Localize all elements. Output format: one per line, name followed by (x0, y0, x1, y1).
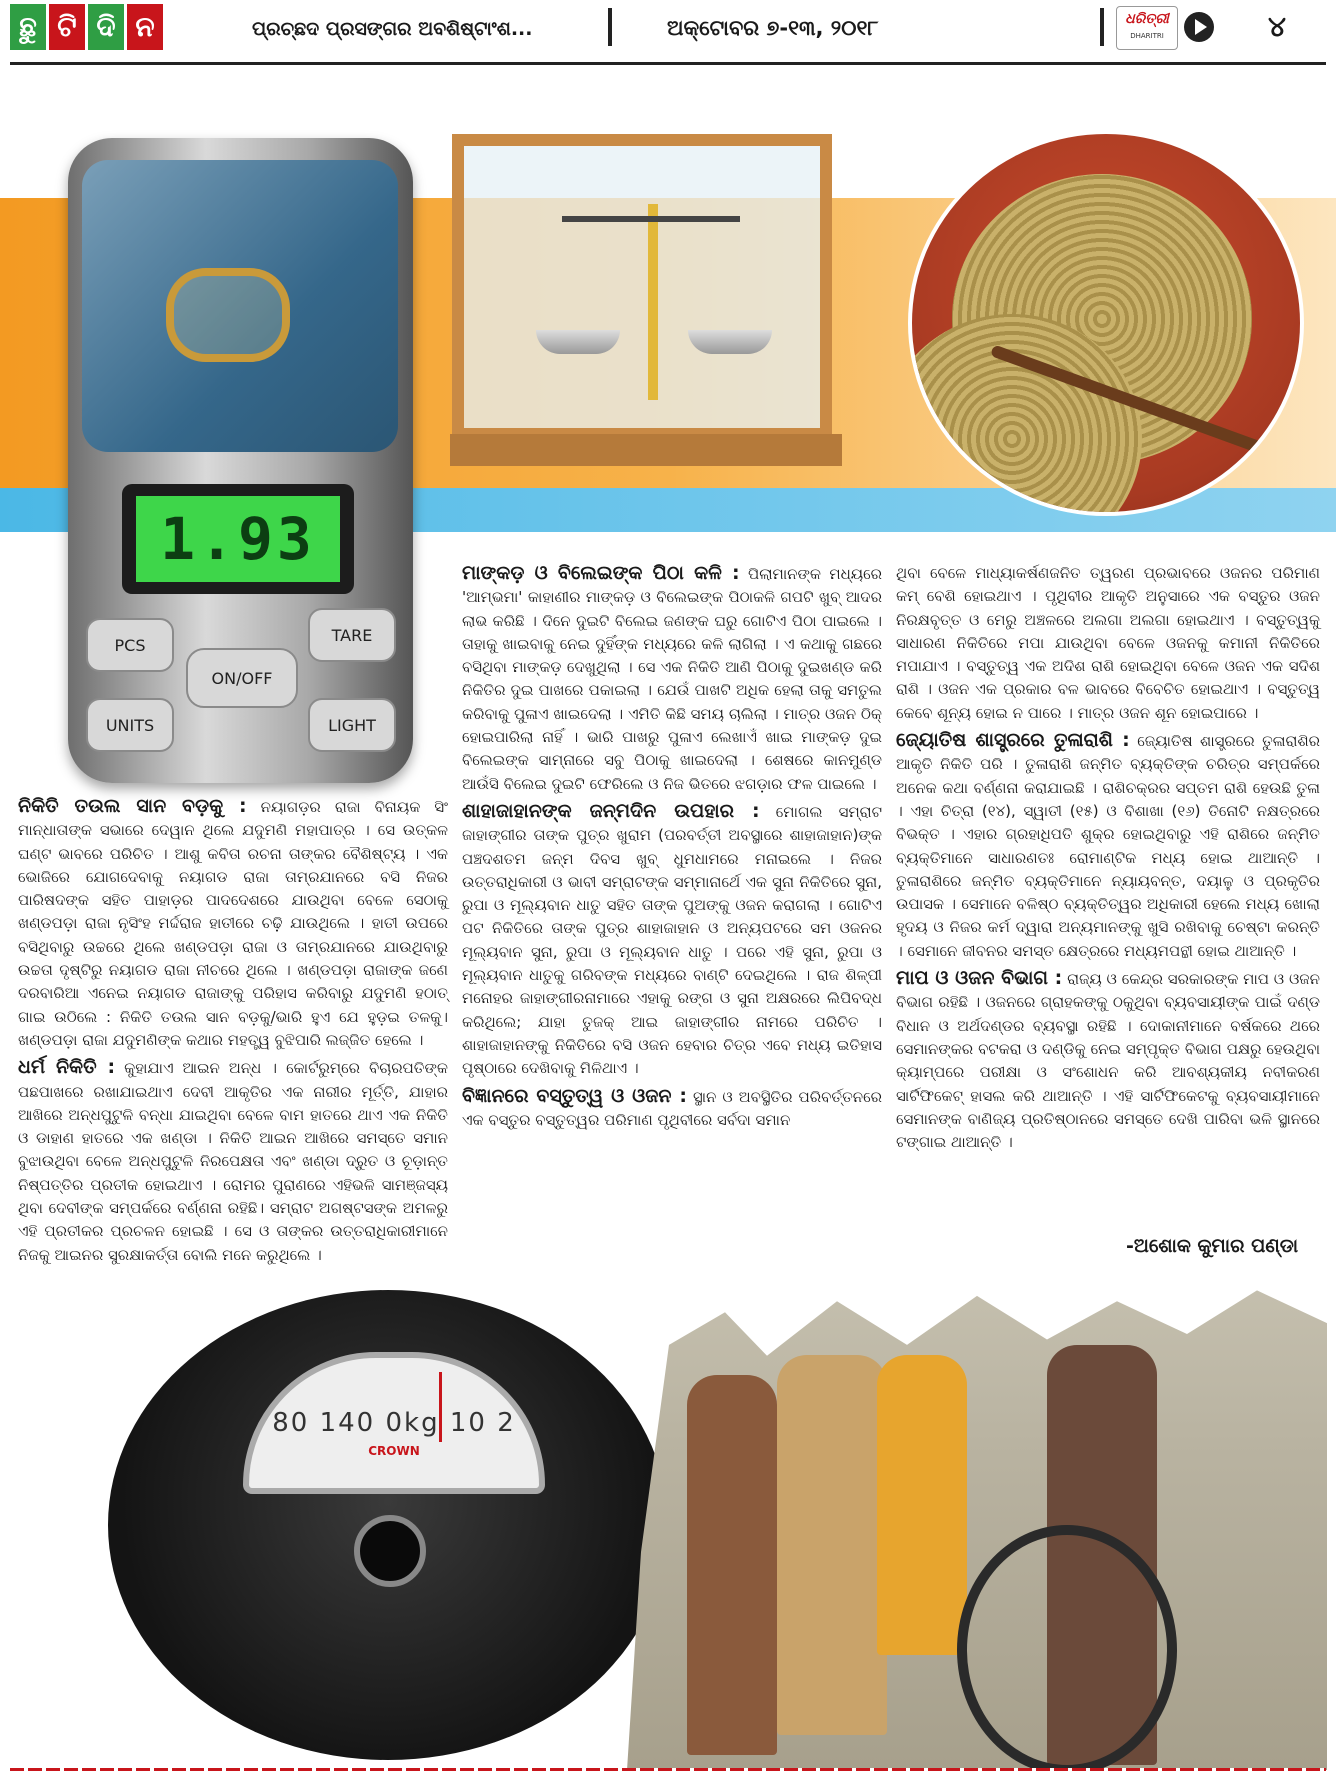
header-topic: ପ୍ରଚ୍ଛଦ ପ୍ରସଙ୍ଗର ଅବଶିଷ୍ଟାଂଶ... (252, 18, 533, 40)
scale-hole (354, 1515, 426, 1587)
logo-letter: ଛୁ (10, 4, 46, 50)
scale-display (122, 484, 354, 594)
section-heading: ଜ୍ୟୋତିଷ ଶାସ୍ତ୍ରରେ ତୁଳାରାଶି : (896, 729, 1130, 752)
page-header (0, 0, 1336, 58)
section-body: ଜ୍ୟୋତିଷ ଶାସ୍ତ୍ରରେ ତୁଳାରାଶିର ଆକୃତି ନିକିତି ପରି । ତୁଳାରାଶି ଜନ୍ମିତ ବ୍ୟକ୍ତିଙ୍କ ଚରିତ୍ର ସମ୍ପର୍କରେ ଅନେକ କଥା ବର୍ଣ୍ଣନା କରାଯାଇଛି । ରାଶିଚକ୍ରର ସପ୍ତମ ରାଶି ହେଉଛି ତୁଳା । ଏହା ଚିତ୍ରା (୧୪), ସ୍ୱାତୀ (୧୫) ଓ ବିଶାଖା (୧୬) ତିନୋଟି ନକ୍ଷତ୍ରରେ ବିଭକ୍ତ । ଏହାର ଗ୍ରହାଧିପତି ଶୁକ୍ର ହୋଇଥିବାରୁ ଏହି ରାଶିରେ ଜନ୍ମିତ ବ୍ୟକ୍ତିମାନେ ସାଧାରଣତଃ ରୋମାଣ୍ଟିକ ମଧ୍ୟ ହୋଇ ଥାଆନ୍ତି । ତୁଳାରାଶିରେ ଜନ୍ମିତ ବ୍ୟକ୍ତିମାନେ ନ୍ୟାୟବନ୍ତ, ଦୟାଳୁ ଓ ପ୍ରକୃତିର ଉପାସକ । ସେମାନେ ବଳିଷ୍ଠ ବ୍ୟକ୍ତିତ୍ୱର ଅଧିକାରୀ ହେଲେ ମଧ୍ୟ ଖୋଲା ହୃଦୟ ଓ ନିଜର କର୍ମ ଦ୍ୱାରା ଅନ୍ୟମାନଙ୍କୁ ଖୁସି ରଖିବାକୁ ଚେଷ୍ଟା କରନ୍ତି । ସେମାନେ ଜୀବନର ସମସ୍ତ କ୍ଷେତ୍ରରେ ମଧ୍ୟମପନ୍ଥୀ ହୋଇ ଥାଆନ୍ତି । (896, 732, 1320, 960)
photo-bathroom-scale (108, 1290, 668, 1760)
issue-date: ଅକ୍ଟୋବର ୭-୧୩, ୨୦୧୮ (667, 16, 879, 40)
section-body: ନୟାଗଡ଼ର ରାଜା ବିନାୟକ ସିଂ ମାନ୍ଧାତାଙ୍କ ସଭାରେ ଦେୱାନ ଥିଲେ ଯଦୁମଣି ମହାପାତ୍ର । ସେ ଉତ୍କଳ ଘଣ୍ଟ ଭାବରେ ପରିଚିତ । ଆଶୁ କବିତା ରଚନା ତାଙ୍କର ବୈଶିଷ୍ଟ୍ୟ । ଏକ ଭୋଜିରେ ଯୋଗଦେବାକୁ ନୟାଗଡ ରାଜା ତାମ୍ରଯାନରେ ବସି ନିଜର ପାରିଷଦଙ୍କ ସହିତ ପାହାଡ଼ର ପାଦଦେଶରେ ଯାଉଥିବା ବେଳେ ସେଠାକୁ ଖଣ୍ଡପଡ଼ା ରାଜା ନୃସିଂହ ମର୍ଦ୍ଦରାଜ ହାତୀରେ ଚଢ଼ି ଯାଉଥିଲେ । ହାତୀ ଉପରେ ବସିଥିବାରୁ ଉଚ୍ଚରେ ଥିଲେ ଖଣ୍ଡପଡ଼ା ରାଜା ଓ ତାମ୍ରଯାନରେ ଯାଉଥିବାରୁ ଉଚ୍ଚତା ଦୃଷ୍ଟିରୁ ନୟାଗଡ ରାଜା ନୀଚରେ ଥିଲେ । ଖଣ୍ଡପଡ଼ା ରାଜାଙ୍କ ଜଣେ ଦରବାରିଆ ଏନେଇ ନୟାଗଡ ରାଜାଙ୍କୁ ପରିହାସ କରିବାରୁ ଯଦୁମଣି ହଠାତ୍ ଗାଇ ଉଠିଲେ : ନିକିତି ତଉଲ ସାନ ବଡ଼କୁ/ଭାରି ହୁଏ ଯେ ହୁଡ଼ଇ ତଳକୁ। ଖଣ୍ଡପଡ଼ା ରାଜା ଯଦୁମଣିଙ୍କ କଥାର ମହତ୍ତ୍ୱ ବୁଝିପାରି ଲଜ୍ଜିତ ହେଲେ । (18, 798, 448, 1049)
photo-pocket-scale (68, 138, 413, 783)
section-heading: ବିଜ୍ଞାନରେ ବସ୍ତୁତ୍ୱ ଓ ଓଜନ : (462, 1084, 687, 1107)
balance-beam (562, 216, 740, 222)
logo-letter: ଟି (49, 4, 85, 50)
header-divider (1100, 8, 1104, 46)
column-3 (896, 562, 1320, 1154)
column-1 (18, 795, 448, 1267)
author-byline: -ଅଶୋକ କୁମାର ପଣ୍ଡା (1126, 1235, 1299, 1257)
dial-brand: CROWN (368, 1444, 420, 1458)
scale-reading: 1.93 (136, 496, 340, 582)
photo-market-vendor (627, 1225, 1327, 1770)
section-body: ସ୍ଥାନ ଓ ଅବସ୍ଥିତିର ପରିବର୍ତ୍ତନରେ ଏକ ବସ୍ତୁର ବସ୍ତୁତ୍ୱର ପରିମାଣ ପୃଥିବୀରେ ସର୍ବଦା ସମାନ (462, 1087, 882, 1129)
scale-dial (243, 1352, 545, 1494)
gold-ring (166, 268, 290, 362)
section-body: ରାଜ୍ୟ ଓ କେନ୍ଦ୍ର ସରକାରଙ୍କ ମାପ ଓ ଓଜନ ବିଭାଗ ରହିଛି । ଓଜନରେ ଗ୍ରାହକଙ୍କୁ ଠକୁଥିବା ବ୍ୟବସାୟୀଙ୍କ ପାଇଁ ଦଣ୍ଡ ବିଧାନ ଓ ଅର୍ଥଦଣ୍ଡର ବ୍ୟବସ୍ଥା ରହିଛି । ଦୋକାନୀମାନେ ବର୍ଷକରେ ଥରେ ସେମାନଙ୍କର ବଟକରା ଓ ଦଣ୍ଡିକୁ ନେଇ ସମ୍ପୃକ୍ତ ବିଭାଗ ପକ୍ଷରୁ ହେଉଥିବା କ୍ୟାମ୍ପରେ ପରୀକ୍ଷା ଓ ସଂଶୋଧନ କରି ଆବଶ୍ୟକୀୟ ନବୀକରଣ ସାର୍ଟିଫିକେଟ୍ ହାସଲ କରି ଥାଆନ୍ତି । ଏହି ସାର୍ଟିଫିକେଟକୁ ବ୍ୟବସାୟୀମାନେ ସେମାନଙ୍କ ବାଣିଜ୍ୟ ପ୍ରତିଷ୍ଠାନରେ ସମସ୍ତେ ଦେଖି ପାରିବା ଭଳି ସ୍ଥାନରେ ଟଙ୍ଗାଇ ଥାଆନ୍ତି । (896, 970, 1320, 1152)
photo-glass-balance (452, 134, 850, 472)
column-2 (462, 562, 882, 1132)
person (777, 1355, 887, 1735)
person (687, 1375, 777, 1755)
units-button: UNITS (86, 698, 174, 752)
section-body: ଥିବା ବେଳେ ମାଧ୍ୟାକର୍ଷଣଜନିତ ତ୍ୱରଣ ପ୍ରଭାବରେ ଓଜନର ପରିମାଣ କମ୍ ବେଶି ହୋଇଥାଏ । ପୃଥିବୀର ଆକୃତି ଅନୁସାରେ ଏକ ବସ୍ତୁର ଓଜନ ନିରକ୍ଷବୃତ୍ତ ଓ ମେରୁ ଅଞ୍ଚଳରେ ଅଲଗା ଅଲଗା ହୋଇଥାଏ । ବସ୍ତୁତ୍ୱକୁ ସାଧାରଣ ନିକିତିରେ ମପା ଯାଉଥିବା ବେଳେ ଓଜନକୁ କମାନୀ ନିକିତିରେ ମପାଯାଏ । ବସ୍ତୁତ୍ୱ ଏକ ଅଦିଶ ରାଶି ହୋଇଥିବା ବେଳେ ଓଜନ ଏକ ସଦିଶ ରାଶି । ଓଜନ ଏକ ପ୍ରକାର ବଳ ଭାବରେ ବିବେଚିତ ହୋଇଥାଏ । ବସ୍ତୁତ୍ୱ କେବେ ଶୂନ୍ୟ ହୋଇ ନ ପାରେ । ମାତ୍ର ଓଜନ ଶୂନ ହୋଇପାରେ । (896, 564, 1320, 722)
section-body: କୁହାଯାଏ ଆଇନ ଅନ୍ଧ । କୋର୍ଟରୁମ୍‌ରେ ବିଚାରପତିଙ୍କ ପଛପାଖରେ ରଖାଯାଇଥାଏ ଦେବୀ ଆକୃତିର ଏକ ନାରୀର ମୂର୍ତ୍ତି, ଯାହାର ଆଖିରେ ଅନ୍ଧପୁଟୁଳି ବନ୍ଧା ଯାଇଥିବା ବେଳେ ବାମ ହାତରେ ଥାଏ ଏକ ନିକିତି ଓ ଡାହାଣ ହାତରେ ଏକ ଖଣ୍ଡା । ନିକିତି ଆଇନ ଆଖିରେ ସମସ୍ତେ ସମାନ ବୁଝାଉଥିବା ବେଳେ ଅନ୍ଧପୁଟୁଳି ନିରପେକ୍ଷତା ଏବଂ ଖଣ୍ଡା ଦ୍ରୁତ ଓ ଚୂଡ଼ାନ୍ତ ନିଷ୍ପତ୍ତିର ପ୍ରତୀକ ହୋଇଥାଏ । ରୋମର ପୁରାଣରେ ଏହିଭଳି ସାମଞ୍ଜସ୍ୟ ଥିବା ଦେବୀଙ୍କ ସମ୍ପର୍କରେ ବର୍ଣ୍ଣନା ରହିଛି। ସମ୍ରାଟ ଅଗଷ୍ଟସଙ୍କ ଅମଳରୁ ଏହି ପ୍ରତୀକର ପ୍ରଚଳନ ହୋଇଛି । ସେ ଓ ତାଙ୍କର ଉତ୍ତରାଧିକାରୀମାନେ ନିଜକୁ ଆଇନର ସୁରକ୍ଷାକର୍ତ୍ତା ବୋଲି ମନେ କରୁଥିଲେ । (18, 1059, 448, 1264)
brand-subtitle: DHARITRI (1130, 32, 1164, 40)
logo-letter: ଦି (88, 4, 124, 50)
section-body: ମୋଗଲ ସମ୍ରାଟ ଜାହାଙ୍ଗୀର ତାଙ୍କ ପୁତ୍ର ଖୁରାମ (ପରବର୍ତ୍ତୀ ଅବସ୍ଥାରେ ଶାହାଜାହାନ)ଙ୍କ ପଞ୍ଚଦଶତମ ଜନ୍ମ ଦିବସ ଖୁବ୍ ଧୁମଧାମରେ ମନାଇଲେ । ନିଜର ଉତ୍ତରାଧିକାରୀ ଓ ଭାବୀ ସମ୍ରାଟଙ୍କ ସମ୍ମାନାର୍ଥେ ଏକ ସୁନା ନିକିତିରେ ସୁନା, ରୁପା ଓ ମୂଲ୍ୟବାନ ଧାତୁ ସହିତ ତାଙ୍କ ପୁଅଙ୍କୁ ଓଜନ କରାଗଲା । ଗୋଟିଏ ପଟ ନିକିତିରେ ତାଙ୍କ ପୁତ୍ର ଶାହାଜାହାନ ଓ ଅନ୍ୟପଟରେ ସମ ଓଜନର ମୂଲ୍ୟବାନ ସୁନା, ରୁପା ଓ ମୂଲ୍ୟବାନ ଧାତୁ । ପରେ ଏହି ସୁନା, ରୁପା ଓ ମୂଲ୍ୟବାନ ଧାତୁକୁ ଗରିବଙ୍କ ମଧ୍ୟରେ ବାଣ୍ଟି ଦେଇଥିଲେ । ରାଜ ଶିଳ୍ପୀ ମନୋହର ଜାହାଙ୍ଗୀରନାମାରେ ଏହାକୁ ରଙ୍ଗ ଓ ସୁନା ଅକ୍ଷରରେ ଲିପିବଦ୍ଧ କରିଥିଲେ; ଯାହା ତୁଜକ୍ ଆଇ ଜାହାଙ୍ଗୀର ନାମରେ ପରିଚିତ । ଶାହାଜାହାନଙ୍କୁ ନିକିତିରେ ବସି ଓଜନ ହେବାର ଚିତ୍ର ଏବେ ମଧ୍ୟ ଇତିହାସ ପୃଷ୍ଠାରେ ଦେଖିବାକୁ ମିଳିଥାଏ । (462, 802, 882, 1078)
section-heading: ମାଙ୍କଡ଼ ଓ ବିଲେଇଙ୍କ ପିଠା କଳି : (462, 562, 740, 584)
bicycle (957, 1525, 1177, 1775)
dial-numbers: 80 140 0kg 10 2 (272, 1408, 516, 1438)
onoff-button: ON/OFF (186, 648, 298, 708)
section-heading: ନିକିତି ତଉଲ ସାନ ବଡ଼କୁ : (18, 795, 247, 817)
footer-rule (10, 1768, 1326, 1771)
logo-letter: ନ (127, 4, 163, 50)
glass-case (452, 134, 832, 440)
header-rule (10, 62, 1326, 65)
scale-plate (82, 160, 398, 452)
play-icon (1184, 12, 1214, 42)
pcs-button: PCS (86, 618, 174, 672)
photo-basket-scale (908, 130, 1304, 516)
section-body: ପିଲାମାନଙ୍କ ମଧ୍ୟରେ 'ଆମ୍ଭମା' କାହାଣୀର ମାଙ୍କଡ଼ ଓ ବିଲେଇଙ୍କ ପିଠାକଳି ଗପଟି ଖୁବ୍ ଆଦର ଲାଭ କରିଛି । ଦିନେ ଦୁଇଟି ବିଲେଇ ଜଣଙ୍କ ଘରୁ ଗୋଟିଏ ପିଠା ପାଇଲେ । ତାହାକୁ ଖାଇବାକୁ ନେଇ ଦୁହିଁଙ୍କ ମଧ୍ୟରେ କଳି ଲାଗିଲା । ଏ କଥାକୁ ଗଛରେ ବସିଥିବା ମାଙ୍କଡ଼ ଦେଖୁଥିଲା । ସେ ଏକ ନିକିତି ଆଣି ପିଠାକୁ ଦୁଇଖଣ୍ଡ କରି ନିକିତିର ଦୁଇ ପାଖରେ ପକାଇଲା । ଯେଉଁ ପାଖଟି ଅଧିକ ହେଲା ତାକୁ ସମତୁଲ କରିବାକୁ ପୁଳାଏ ଖାଇଦେଲା । ଏମିତି କିଛି ସମୟ ଚାଲିଲା । ମାତ୍ର ଓଜନ ଠିକ୍ ହୋଇପାରିଲା ନାହିଁ । ଭାରି ପାଖରୁ ପୁଳାଏ ଲେଖାଏଁ ଖାଇ ମାଙ୍କଡ଼ ଦୁଇ ବିଲେଇଙ୍କ ସାମ୍ନାରେ ସବୁ ପିଠାକୁ ଖାଇଦେଲା । ଶେଷରେ କାନମୁଣ୍ଡ ଆଉଁସି ବିଲେଇ ଦୁଇଟି ଫେରିଲେ ଓ ନିଜ ଭିତରେ ଝଗଡ଼ାର ଫଳ ପାଇଲେ । (462, 565, 882, 793)
header-divider (608, 8, 612, 46)
page-number: ୪ (1268, 10, 1286, 43)
brand-name: ଧରିତ୍ରୀ (1125, 11, 1169, 27)
section-logo (10, 4, 163, 50)
balance-pan-right (688, 330, 772, 354)
balance-pillar (648, 204, 658, 400)
balance-base (450, 434, 842, 466)
section-heading: ଧର୍ମ ନିକିତି : (18, 1056, 116, 1079)
section-heading: ଶାହାଜାହାନଙ୍କ ଜନ୍ମଦିନ ଉପହାର : (462, 799, 760, 822)
light-button: LIGHT (308, 698, 396, 752)
brand-logo (1116, 6, 1178, 50)
person (877, 1355, 967, 1655)
tare-button: TARE (308, 608, 396, 662)
balance-pan-left (536, 330, 620, 354)
section-heading: ମାପ ଓ ଓଜନ ବିଭାଗ : (896, 967, 1063, 990)
